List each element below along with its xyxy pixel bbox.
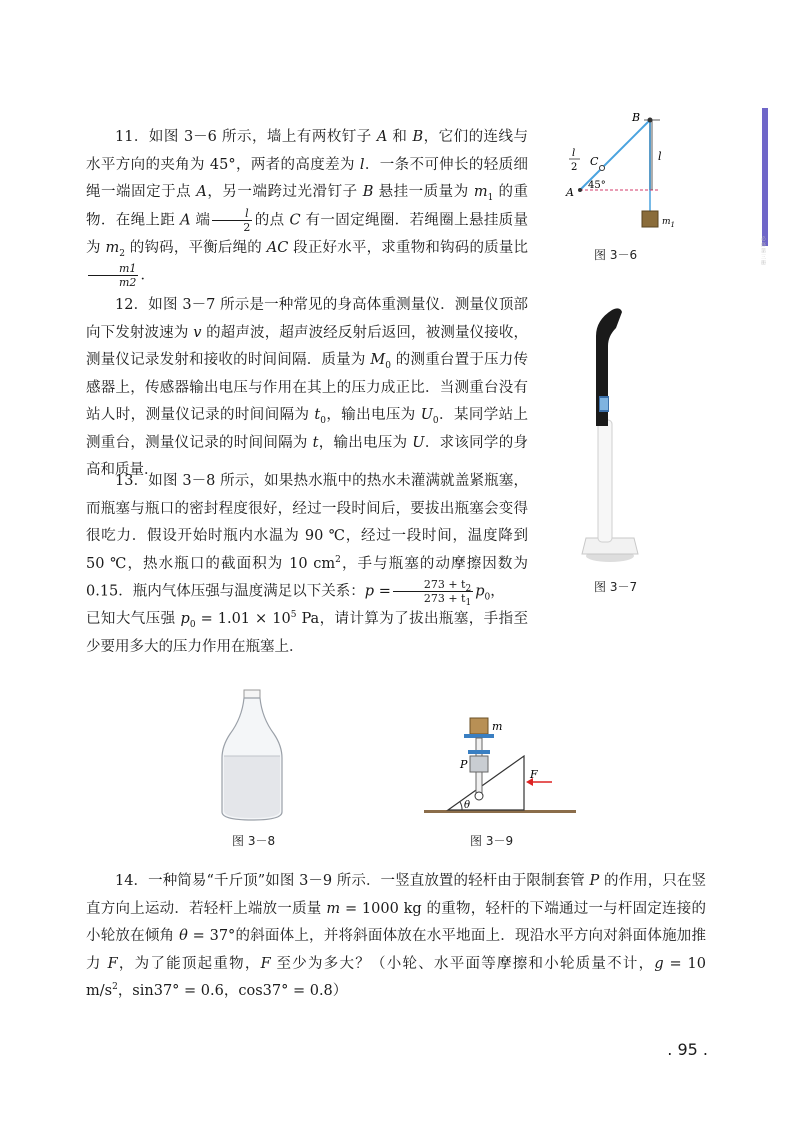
fraction-temperature-ratio: $\frac{273 + t_2}{273 + t_1}$: [393, 578, 473, 605]
label-m1: $m_1$: [662, 217, 676, 229]
label-angle: 45°: [588, 180, 606, 191]
label-theta: θ: [464, 800, 471, 811]
figure-3-8: [212, 688, 292, 822]
figure-3-6: [562, 108, 692, 238]
caption-fig-3-6: 图 3－6: [594, 248, 638, 262]
problem-11: 11．如图 3－6 所示，墙上有两枚钉子 A 和 B，它们的连线与水平方向的夹角为 45°，两者的高度差为 l．一条不可伸长的轻质细绳一端固定于点 A，另一端跨过光滑钉子 B 悬挂一质量为 $m_1$ 的重物．在绳上距 A 端 $\frac{l}{2}$ 的点 C 有一固定绳圈．若绳圈上悬挂质量为 $m_2$ 的钩码，平衡后绳的 AC 段正好水平，求重物和钩码的质量比 $\frac{m1}{m2}$ ．: [86, 129, 529, 289]
label-half-num: l: [572, 148, 576, 159]
caption-fig-3-8: 图 3－8: [232, 834, 276, 848]
label-m: m: [492, 720, 503, 733]
caption-fig-3-9: 图 3－9: [470, 834, 514, 848]
label-C: C: [590, 155, 599, 168]
side-label: 必修第三册: [760, 236, 766, 266]
label-F: F: [530, 768, 538, 781]
figure-3-7: [568, 300, 648, 570]
side-color-tab: [762, 108, 768, 246]
page-number: . 95 .: [667, 1040, 708, 1059]
problem-14: 14．一种简易“千斤顶”如图 3－9 所示．一竖直放置的轻杆由于限制套管 P 的作用，只在竖直方向上运动．若轻杆上端放一质量 m = 1000 kg 的重物，轻杆的下端通过一与杆固定连接的小轮放在倾角 θ = 37°的斜面体上，并将斜面体放在水平地面上．现沿水平方向对斜面体施加推力 F，为了能顶起重物，F 至少为多大？（小轮、水平面等摩擦和小轮质量不计，g = 10 $m/s^2$，sin37° = 0.6，cos37° = 0.8）: [86, 873, 707, 999]
label-P: P: [460, 758, 468, 771]
label-A: A: [566, 186, 574, 199]
figure-3-9: [420, 710, 580, 820]
fraction-l-over-2: $\frac{l}{2}$: [212, 207, 252, 234]
label-B: B: [632, 111, 641, 124]
problem-13: 13．如图 3－8 所示，如果热水瓶中的热水未灌满就盖紧瓶塞，而瓶塞与瓶口的密封程度很好，经过一段时间后，要拔出瓶塞会变得很吃力．假设开始时瓶内水温为 90 ℃，经过一段时间，温度降到 50 ℃，热水瓶口的截面积为 10 $cm^2$，手与瓶塞的动摩擦因数为 0.15．瓶内气体压强与温度满足以下关系：p = $\frac{273 + t_2}{273 + t_1}$ $p_0$， 已知大气压强 $p_0 = 1.01 \times 10^5$ Pa，请计算为了拔出瓶塞，手指至少要用多大的压力作用在瓶塞上．: [86, 473, 528, 655]
problem-12: 12．如图 3－7 所示是一种常见的身高体重测量仪．测量仪顶部向下发射波速为 v 的超声波，超声波经反射后返回，被测量仪接收，测量仪记录发射和接收的时间间隔．质量为 $M_0$ 的测重台置于压力传感器上，传感器输出电压与作用在其上的压力成正比．当测重台没有站人时，测量仪记录的时间间隔为 $t_0$，输出电压为 $U_0$．某同学站上测重台，测量仪记录的时间间隔为 t，输出电压为 U．求该同学的身高和质量．: [86, 297, 529, 478]
label-half-den: 2: [571, 162, 578, 173]
fraction-m1-over-m2: $\frac{m1}{m2}$: [88, 262, 138, 289]
label-l: l: [658, 150, 662, 163]
caption-fig-3-7: 图 3－7: [594, 580, 638, 594]
